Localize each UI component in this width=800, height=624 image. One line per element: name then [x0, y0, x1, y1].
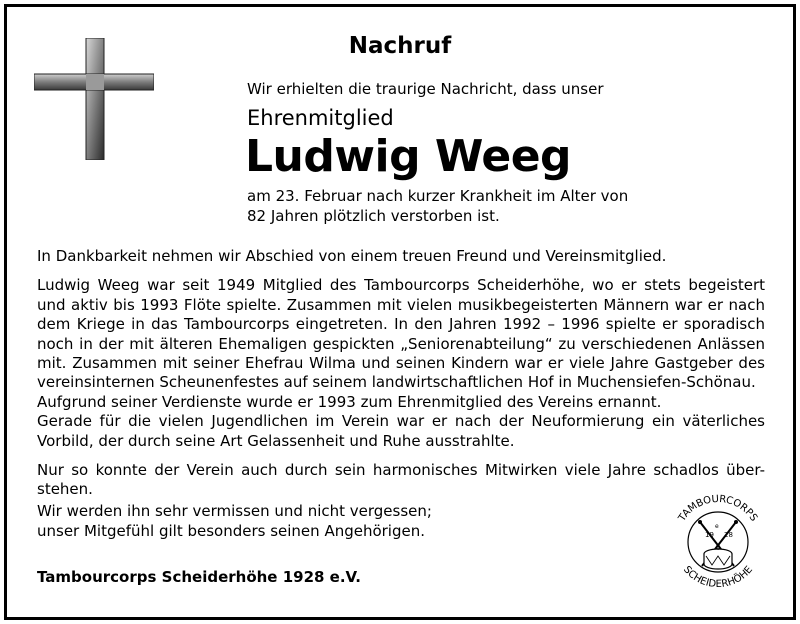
logo-ev-v: V — [716, 545, 721, 552]
page-title: Nachruf — [348, 33, 452, 59]
signature: Tambourcorps Scheiderhöhe 1928 e.V. — [37, 568, 361, 586]
logo-top-text: TAMBOURCORPS — [676, 493, 760, 524]
logo-bottom-text: SCHEIDERHÖHE — [680, 564, 756, 590]
text-line: mit. Zusammen mit seiner Ehefrau Wilma und seinen Kindern war er viele Jahre Gastgeber des — [37, 354, 765, 373]
text-line: vereinsinternen Scheunenfestes auf seinem landwirtschaftlichen Hof in Muchensiefen-Schönau. — [37, 373, 756, 392]
logo-year-left: 19 — [705, 531, 714, 539]
death-notice — [247, 186, 677, 226]
closing-line: unser Mitgefühl gilt besonders seinen Angehörigen. — [37, 522, 426, 540]
club-logo — [668, 492, 768, 590]
closing-line: Wir werden ihn sehr vermissen und nicht vergessen; — [37, 502, 432, 520]
text-line: Gerade für die vielen Jugendlichen im Verein war er nach der Neuformierung ein väterliches — [37, 412, 765, 431]
logo-year-right: 28 — [724, 531, 733, 539]
paragraph-biography — [37, 276, 765, 451]
death-line: am 23. Februar nach kurzer Krankheit im Alter von — [247, 187, 629, 205]
paragraph-gratitude: In Dankbarkeit nehmen wir Abschied von einem treuen Freund und Vereinsmitglied. — [37, 247, 667, 265]
text-line: stehen. — [37, 480, 93, 499]
member-rank: Ehrenmitglied — [247, 106, 394, 130]
text-line: dem Kriege in das Tambourcorps eingetreten. In den Jahren 1992 – 1996 spielte er sporadisch — [37, 315, 765, 334]
text-line: und aktiv bis 1993 Flöte spielte. Zusammen mit vielen musikbegeisterten Männern war er nach — [37, 295, 765, 314]
obituary-body — [37, 247, 765, 500]
closing-text — [37, 501, 432, 541]
text-line: Ludwig Weeg war seit 1949 Mitglied des Tambourcorps Scheiderhöhe, wo er stets begeistert — [37, 276, 765, 295]
paragraph-tribute — [37, 461, 765, 500]
deceased-name: Ludwig Weeg — [245, 131, 572, 182]
intro-text: Wir erhielten die traurige Nachricht, dass unser — [247, 80, 604, 98]
cross-icon — [34, 38, 154, 160]
text-line: Nur so konnte der Verein auch durch sein harmonisches Mitwirken viele Jahre schadlos über- — [37, 461, 765, 480]
text-line: noch in der mit älteren Ehemaligen gespickten „Seniorenabteilung“ zu verschiedenen Anlässen — [37, 334, 765, 353]
logo-ev-e: e — [715, 523, 719, 530]
death-line: 82 Jahren plötzlich verstorben ist. — [247, 207, 500, 225]
text-line: Aufgrund seiner Verdienste wurde er 1993 zum Ehrenmitglied des Vereins ernannt. — [37, 392, 662, 411]
text-line: Vorbild, der durch seine Art Gelassenheit und Ruhe ausstrahlte. — [37, 431, 515, 450]
